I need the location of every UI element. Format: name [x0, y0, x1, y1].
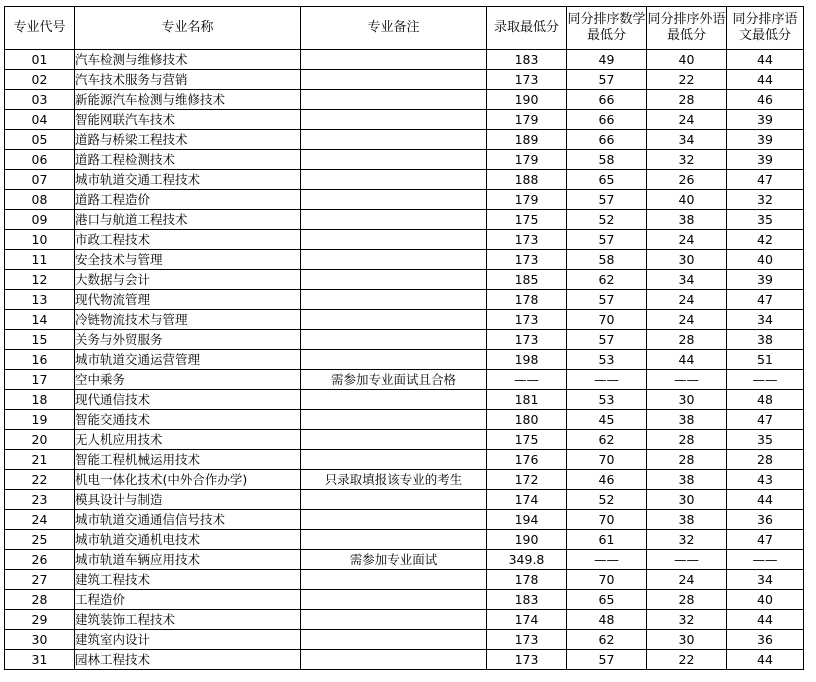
cell-foreign: 28 — [647, 330, 727, 350]
cell-chinese: 39 — [727, 150, 804, 170]
cell-foreign: 30 — [647, 250, 727, 270]
cell-min-score: 173 — [487, 650, 567, 670]
table-row — [5, 250, 804, 270]
cell-code: 23 — [5, 490, 75, 510]
cell-math: 46 — [567, 470, 647, 490]
cell-foreign: 38 — [647, 510, 727, 530]
cell-foreign: 32 — [647, 150, 727, 170]
cell-math: 66 — [567, 110, 647, 130]
cell-chinese: 40 — [727, 590, 804, 610]
cell-min-score: 185 — [487, 270, 567, 290]
cell-name: 模具设计与制造 — [75, 490, 301, 510]
cell-foreign: 24 — [647, 290, 727, 310]
table-row — [5, 210, 804, 230]
cell-note — [301, 250, 487, 270]
cell-code: 21 — [5, 450, 75, 470]
cell-math: 57 — [567, 330, 647, 350]
cell-min-score: 173 — [487, 250, 567, 270]
cell-code: 19 — [5, 410, 75, 430]
cell-note — [301, 650, 487, 670]
cell-min-score: 174 — [487, 490, 567, 510]
cell-note: 需参加专业面试且合格 — [301, 370, 487, 390]
cell-name: 园林工程技术 — [75, 650, 301, 670]
table-row — [5, 650, 804, 670]
cell-math: 62 — [567, 630, 647, 650]
table-row — [5, 530, 804, 550]
cell-foreign: 24 — [647, 110, 727, 130]
cell-note — [301, 570, 487, 590]
cell-foreign: 30 — [647, 490, 727, 510]
cell-math: 57 — [567, 290, 647, 310]
cell-foreign: 22 — [647, 70, 727, 90]
cell-code: 27 — [5, 570, 75, 590]
cell-name: 建筑装饰工程技术 — [75, 610, 301, 630]
cell-note — [301, 390, 487, 410]
cell-name: 建筑工程技术 — [75, 570, 301, 590]
cell-foreign: 22 — [647, 650, 727, 670]
table-row — [5, 570, 804, 590]
cell-chinese: 44 — [727, 490, 804, 510]
cell-note — [301, 530, 487, 550]
cell-code: 02 — [5, 70, 75, 90]
cell-chinese: 44 — [727, 610, 804, 630]
cell-name: 智能工程机械运用技术 — [75, 450, 301, 470]
cell-name: 市政工程技术 — [75, 230, 301, 250]
cell-code: 22 — [5, 470, 75, 490]
cell-note — [301, 190, 487, 210]
cell-code: 29 — [5, 610, 75, 630]
cell-name: 城市轨道交通机电技术 — [75, 530, 301, 550]
cell-foreign: 28 — [647, 450, 727, 470]
cell-math: 57 — [567, 650, 647, 670]
cell-note — [301, 490, 487, 510]
cell-code: 26 — [5, 550, 75, 570]
header-note: 专业备注 — [301, 7, 487, 50]
cell-math: 70 — [567, 570, 647, 590]
table-row — [5, 490, 804, 510]
cell-min-score: 183 — [487, 590, 567, 610]
cell-code: 15 — [5, 330, 75, 350]
cell-name: 汽车检测与维修技术 — [75, 50, 301, 70]
cell-note — [301, 130, 487, 150]
cell-chinese: 39 — [727, 110, 804, 130]
cell-chinese: 51 — [727, 350, 804, 370]
cell-math: 52 — [567, 210, 647, 230]
cell-foreign: 28 — [647, 90, 727, 110]
cell-math: 70 — [567, 310, 647, 330]
cell-min-score: 173 — [487, 330, 567, 350]
cell-chinese: 34 — [727, 310, 804, 330]
cell-name: 关务与外贸服务 — [75, 330, 301, 350]
header-min-score: 录取最低分 — [487, 7, 567, 50]
cell-foreign: 28 — [647, 590, 727, 610]
cell-chinese: 38 — [727, 330, 804, 350]
cell-chinese: 47 — [727, 530, 804, 550]
cell-min-score: 183 — [487, 50, 567, 70]
cell-math: 57 — [567, 230, 647, 250]
cell-foreign: 32 — [647, 610, 727, 630]
header-chinese: 同分排序语文最低分 — [727, 7, 804, 50]
cell-math: 70 — [567, 450, 647, 470]
cell-note — [301, 170, 487, 190]
cell-code: 16 — [5, 350, 75, 370]
cell-code: 04 — [5, 110, 75, 130]
cell-code: 18 — [5, 390, 75, 410]
cell-foreign: 30 — [647, 630, 727, 650]
cell-math: 65 — [567, 590, 647, 610]
admission-score-table — [4, 6, 804, 670]
table-row — [5, 510, 804, 530]
cell-note — [301, 90, 487, 110]
cell-code: 25 — [5, 530, 75, 550]
cell-math: 53 — [567, 350, 647, 370]
cell-chinese: 32 — [727, 190, 804, 210]
cell-name: 城市轨道车辆应用技术 — [75, 550, 301, 570]
cell-name: 道路工程检测技术 — [75, 150, 301, 170]
cell-foreign: 24 — [647, 570, 727, 590]
table-row — [5, 110, 804, 130]
table-row — [5, 290, 804, 310]
cell-name: 空中乘务 — [75, 370, 301, 390]
cell-math: 62 — [567, 430, 647, 450]
cell-math: —— — [567, 550, 647, 570]
cell-foreign: —— — [647, 550, 727, 570]
cell-foreign: 44 — [647, 350, 727, 370]
cell-note — [301, 450, 487, 470]
header-name: 专业名称 — [75, 7, 301, 50]
header-foreign: 同分排序外语最低分 — [647, 7, 727, 50]
cell-name: 汽车技术服务与营销 — [75, 70, 301, 90]
table-row — [5, 90, 804, 110]
cell-foreign: 38 — [647, 470, 727, 490]
table-row — [5, 310, 804, 330]
cell-chinese: 28 — [727, 450, 804, 470]
cell-min-score: 179 — [487, 150, 567, 170]
table-row — [5, 410, 804, 430]
cell-min-score: 180 — [487, 410, 567, 430]
cell-min-score: 194 — [487, 510, 567, 530]
cell-min-score: 178 — [487, 570, 567, 590]
cell-min-score: 175 — [487, 210, 567, 230]
cell-min-score: 173 — [487, 310, 567, 330]
cell-min-score: 176 — [487, 450, 567, 470]
table-row — [5, 190, 804, 210]
cell-foreign: 34 — [647, 270, 727, 290]
cell-name: 城市轨道交通通信信号技术 — [75, 510, 301, 530]
cell-math: 62 — [567, 270, 647, 290]
table-row — [5, 170, 804, 190]
cell-name: 现代通信技术 — [75, 390, 301, 410]
cell-note — [301, 510, 487, 530]
cell-name: 安全技术与管理 — [75, 250, 301, 270]
cell-code: 24 — [5, 510, 75, 530]
cell-code: 01 — [5, 50, 75, 70]
cell-math: 66 — [567, 90, 647, 110]
cell-math: 58 — [567, 150, 647, 170]
cell-chinese: 35 — [727, 430, 804, 450]
cell-code: 09 — [5, 210, 75, 230]
cell-min-score: 179 — [487, 190, 567, 210]
cell-min-score: 179 — [487, 110, 567, 130]
cell-note: 需参加专业面试 — [301, 550, 487, 570]
table-row — [5, 270, 804, 290]
table-row — [5, 70, 804, 90]
cell-math: 65 — [567, 170, 647, 190]
cell-chinese: —— — [727, 550, 804, 570]
cell-min-score: 198 — [487, 350, 567, 370]
table-row — [5, 430, 804, 450]
cell-math: 58 — [567, 250, 647, 270]
cell-code: 14 — [5, 310, 75, 330]
cell-chinese: 44 — [727, 70, 804, 90]
cell-code: 07 — [5, 170, 75, 190]
cell-name: 道路工程造价 — [75, 190, 301, 210]
cell-min-score: 174 — [487, 610, 567, 630]
cell-name: 大数据与会计 — [75, 270, 301, 290]
cell-name: 建筑室内设计 — [75, 630, 301, 650]
cell-min-score: —— — [487, 370, 567, 390]
header-row — [5, 7, 804, 50]
cell-code: 17 — [5, 370, 75, 390]
table-row — [5, 390, 804, 410]
cell-code: 30 — [5, 630, 75, 650]
cell-chinese: 39 — [727, 270, 804, 290]
cell-note: 只录取填报该专业的考生 — [301, 470, 487, 490]
cell-code: 12 — [5, 270, 75, 290]
cell-math: 45 — [567, 410, 647, 430]
cell-foreign: 30 — [647, 390, 727, 410]
table-row — [5, 230, 804, 250]
cell-foreign: —— — [647, 370, 727, 390]
cell-chinese: 34 — [727, 570, 804, 590]
cell-foreign: 28 — [647, 430, 727, 450]
cell-note — [301, 50, 487, 70]
cell-foreign: 40 — [647, 50, 727, 70]
cell-chinese: 47 — [727, 410, 804, 430]
cell-foreign: 24 — [647, 310, 727, 330]
cell-min-score: 173 — [487, 230, 567, 250]
cell-chinese: 36 — [727, 630, 804, 650]
table-body — [5, 50, 804, 670]
cell-name: 冷链物流技术与管理 — [75, 310, 301, 330]
cell-note — [301, 270, 487, 290]
cell-math: 57 — [567, 70, 647, 90]
table-row — [5, 50, 804, 70]
cell-chinese: 47 — [727, 170, 804, 190]
cell-name: 工程造价 — [75, 590, 301, 610]
cell-note — [301, 330, 487, 350]
table-row — [5, 150, 804, 170]
cell-name: 无人机应用技术 — [75, 430, 301, 450]
cell-min-score: 189 — [487, 130, 567, 150]
cell-code: 31 — [5, 650, 75, 670]
cell-note — [301, 410, 487, 430]
cell-note — [301, 430, 487, 450]
table-row — [5, 590, 804, 610]
cell-chinese: 40 — [727, 250, 804, 270]
cell-code: 03 — [5, 90, 75, 110]
cell-foreign: 38 — [647, 210, 727, 230]
cell-chinese: 39 — [727, 130, 804, 150]
cell-name: 智能交通技术 — [75, 410, 301, 430]
cell-chinese: 35 — [727, 210, 804, 230]
cell-code: 28 — [5, 590, 75, 610]
cell-math: 53 — [567, 390, 647, 410]
cell-note — [301, 290, 487, 310]
cell-name: 智能网联汽车技术 — [75, 110, 301, 130]
cell-chinese: 42 — [727, 230, 804, 250]
cell-name: 机电一体化技术(中外合作办学) — [75, 470, 301, 490]
cell-min-score: 190 — [487, 530, 567, 550]
cell-foreign: 32 — [647, 530, 727, 550]
cell-note — [301, 210, 487, 230]
cell-note — [301, 610, 487, 630]
cell-min-score: 175 — [487, 430, 567, 450]
table-row — [5, 470, 804, 490]
cell-math: —— — [567, 370, 647, 390]
cell-min-score: 190 — [487, 90, 567, 110]
cell-min-score: 188 — [487, 170, 567, 190]
cell-min-score: 178 — [487, 290, 567, 310]
table-row — [5, 130, 804, 150]
cell-min-score: 172 — [487, 470, 567, 490]
cell-chinese: 44 — [727, 650, 804, 670]
cell-min-score: 181 — [487, 390, 567, 410]
cell-math: 66 — [567, 130, 647, 150]
cell-min-score: 173 — [487, 630, 567, 650]
cell-chinese: 43 — [727, 470, 804, 490]
cell-note — [301, 110, 487, 130]
cell-foreign: 34 — [647, 130, 727, 150]
cell-note — [301, 310, 487, 330]
cell-chinese: 44 — [727, 50, 804, 70]
cell-math: 48 — [567, 610, 647, 630]
cell-note — [301, 230, 487, 250]
cell-name: 新能源汽车检测与维修技术 — [75, 90, 301, 110]
cell-chinese: —— — [727, 370, 804, 390]
table-row — [5, 550, 804, 570]
cell-math: 70 — [567, 510, 647, 530]
cell-name: 现代物流管理 — [75, 290, 301, 310]
cell-chinese: 48 — [727, 390, 804, 410]
table-row — [5, 370, 804, 390]
cell-code: 10 — [5, 230, 75, 250]
cell-foreign: 40 — [647, 190, 727, 210]
cell-chinese: 46 — [727, 90, 804, 110]
table-row — [5, 450, 804, 470]
cell-math: 49 — [567, 50, 647, 70]
table-row — [5, 350, 804, 370]
header-math: 同分排序数学最低分 — [567, 7, 647, 50]
cell-foreign: 26 — [647, 170, 727, 190]
cell-code: 11 — [5, 250, 75, 270]
cell-name: 港口与航道工程技术 — [75, 210, 301, 230]
cell-min-score: 173 — [487, 70, 567, 90]
header-code: 专业代号 — [5, 7, 75, 50]
cell-note — [301, 70, 487, 90]
cell-min-score: 349.8 — [487, 550, 567, 570]
cell-note — [301, 350, 487, 370]
cell-code: 05 — [5, 130, 75, 150]
cell-chinese: 36 — [727, 510, 804, 530]
cell-name: 城市轨道交通运营管理 — [75, 350, 301, 370]
cell-code: 06 — [5, 150, 75, 170]
cell-math: 52 — [567, 490, 647, 510]
table-row — [5, 330, 804, 350]
cell-code: 08 — [5, 190, 75, 210]
cell-note — [301, 590, 487, 610]
cell-code: 20 — [5, 430, 75, 450]
cell-name: 道路与桥梁工程技术 — [75, 130, 301, 150]
cell-code: 13 — [5, 290, 75, 310]
cell-math: 61 — [567, 530, 647, 550]
cell-note — [301, 150, 487, 170]
table-row — [5, 610, 804, 630]
cell-name: 城市轨道交通工程技术 — [75, 170, 301, 190]
cell-math: 57 — [567, 190, 647, 210]
cell-chinese: 47 — [727, 290, 804, 310]
cell-foreign: 38 — [647, 410, 727, 430]
cell-foreign: 24 — [647, 230, 727, 250]
table-row — [5, 630, 804, 650]
cell-note — [301, 630, 487, 650]
